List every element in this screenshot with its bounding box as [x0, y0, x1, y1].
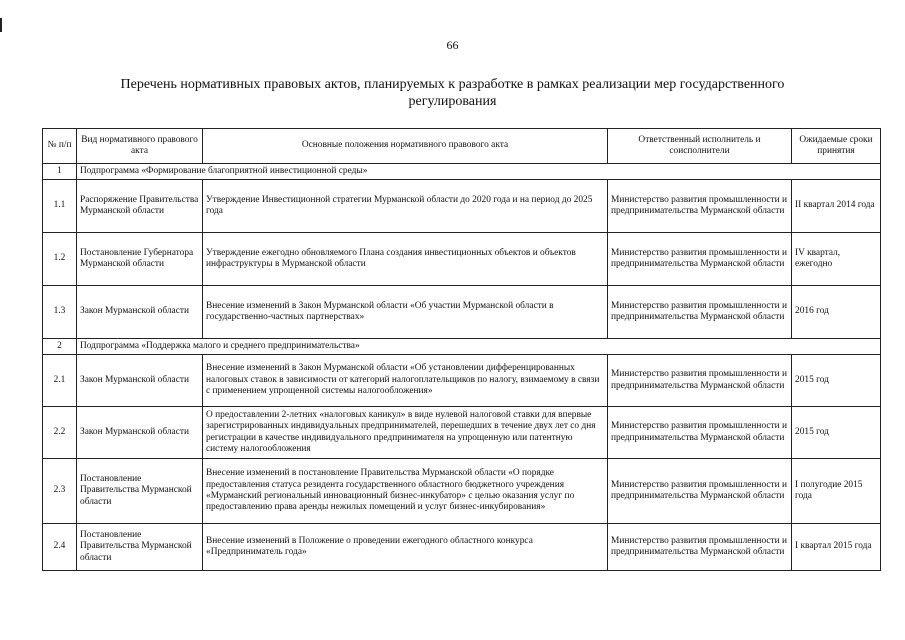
row-executor: Министерство развития промышленности и предпринимательства Мурманской области [608, 233, 792, 286]
header-content: Основные положения нормативного правового акта [203, 129, 608, 164]
row-content: Внесение изменений в Положение о проведении ежегодного областного конкурса «Предприниматель года» [203, 524, 608, 571]
row-num: 2.3 [43, 459, 77, 524]
row-act-type: Постановление Правительства Мурманской области [77, 524, 203, 571]
header-executor: Ответственный исполнитель и соисполнители [608, 129, 792, 164]
row-executor: Министерство развития промышленности и предпринимательства Мурманской области [608, 459, 792, 524]
row-deadline: I квартал 2015 года [792, 524, 881, 571]
row-deadline: 2015 год [792, 355, 881, 407]
row-num: 1.2 [43, 233, 77, 286]
row-content: Внесение изменений в постановление Правительства Мурманской области «О порядке предоставления статуса резидента государственного областного бюджетного учреждения «Мурманский региональный инновационный бизнес-инкубатор» с целью оказания услуг по предоставлению права аренды нежилых помещений и услуг бизнес-инкубирования» [203, 459, 608, 524]
table-row [43, 407, 881, 459]
header-deadline: Ожидаемые сроки принятия [792, 129, 881, 164]
row-act-type: Постановление Губернатора Мурманской области [77, 233, 203, 286]
row-executor: Министерство развития промышленности и предпринимательства Мурманской области [608, 355, 792, 407]
row-content: Утверждение Инвестиционной стратегии Мурманской области до 2020 года и на период до 2025 года [203, 180, 608, 233]
row-act-type: Закон Мурманской области [77, 355, 203, 407]
row-deadline: 2016 год [792, 286, 881, 339]
row-num: 2.2 [43, 407, 77, 459]
header-num: № п/п [43, 129, 77, 164]
title-line-1: Перечень нормативных правовых актов, планируемых к разработке в рамках реализации мер государственного [120, 77, 785, 92]
row-act-type: Распоряжение Правительства Мурманской области [77, 180, 203, 233]
table-row [43, 233, 881, 286]
table-row [43, 459, 881, 524]
page-number: 66 [446, 38, 459, 52]
section-row [43, 164, 881, 180]
header-act-type: Вид нормативного правового акта [77, 129, 203, 164]
row-act-type: Постановление Правительства Мурманской области [77, 459, 203, 524]
row-num: 2.1 [43, 355, 77, 407]
row-content: Утверждение ежегодно обновляемого Плана создания инвестиционных объектов и объектов инфраструктуры в Мурманской области [203, 233, 608, 286]
title-line-2: регулирования [408, 94, 497, 109]
legal-acts-table [42, 128, 881, 571]
row-deadline: 2015 год [792, 407, 881, 459]
row-executor: Министерство развития промышленности и предпринимательства Мурманской области [608, 180, 792, 233]
row-content: Внесение изменений в Закон Мурманской области «Об установлении дифференцированных налоговых ставок в зависимости от категорий налогоплательщиков по налогу, взимаемому в связи с применением упрощенной системы налогообложения» [203, 355, 608, 407]
section-num: 1 [43, 164, 77, 180]
section-row [43, 339, 881, 355]
row-deadline: IV квартал, ежегодно [792, 233, 881, 286]
row-content: О предоставлении 2-летних «налоговых каникул» в виде нулевой налоговой ставки для впервые зарегистрированных индивидуальных предпринимателей, перешедших в течение двух лет со дня регистрации в качестве индивидуального предпринимателя на упрощенную или патентную систему налогообложения [203, 407, 608, 459]
section-num: 2 [43, 339, 77, 355]
row-act-type: Закон Мурманской области [77, 286, 203, 339]
table-row [43, 180, 881, 233]
edge-scan-mark [0, 18, 2, 32]
document-title [100, 76, 805, 110]
row-num: 1.1 [43, 180, 77, 233]
table-row [43, 524, 881, 571]
table-row [43, 286, 881, 339]
row-deadline: I полугодие 2015 года [792, 459, 881, 524]
row-executor: Министерство развития промышленности и предпринимательства Мурманской области [608, 286, 792, 339]
section-title: Подпрограмма «Формирование благоприятной инвестиционной среды» [77, 164, 881, 180]
table-header-row [43, 129, 881, 164]
row-act-type: Закон Мурманской области [77, 407, 203, 459]
table-row [43, 355, 881, 407]
row-executor: Министерство развития промышленности и предпринимательства Мурманской области [608, 407, 792, 459]
row-num: 2.4 [43, 524, 77, 571]
row-deadline: II квартал 2014 года [792, 180, 881, 233]
section-title: Подпрограмма «Поддержка малого и среднего предпринимательства» [77, 339, 881, 355]
row-executor: Министерство развития промышленности и предпринимательства Мурманской области [608, 524, 792, 571]
row-num: 1.3 [43, 286, 77, 339]
row-content: Внесение изменений в Закон Мурманской области «Об участии Мурманской области в государственно-частных партнерствах» [203, 286, 608, 339]
